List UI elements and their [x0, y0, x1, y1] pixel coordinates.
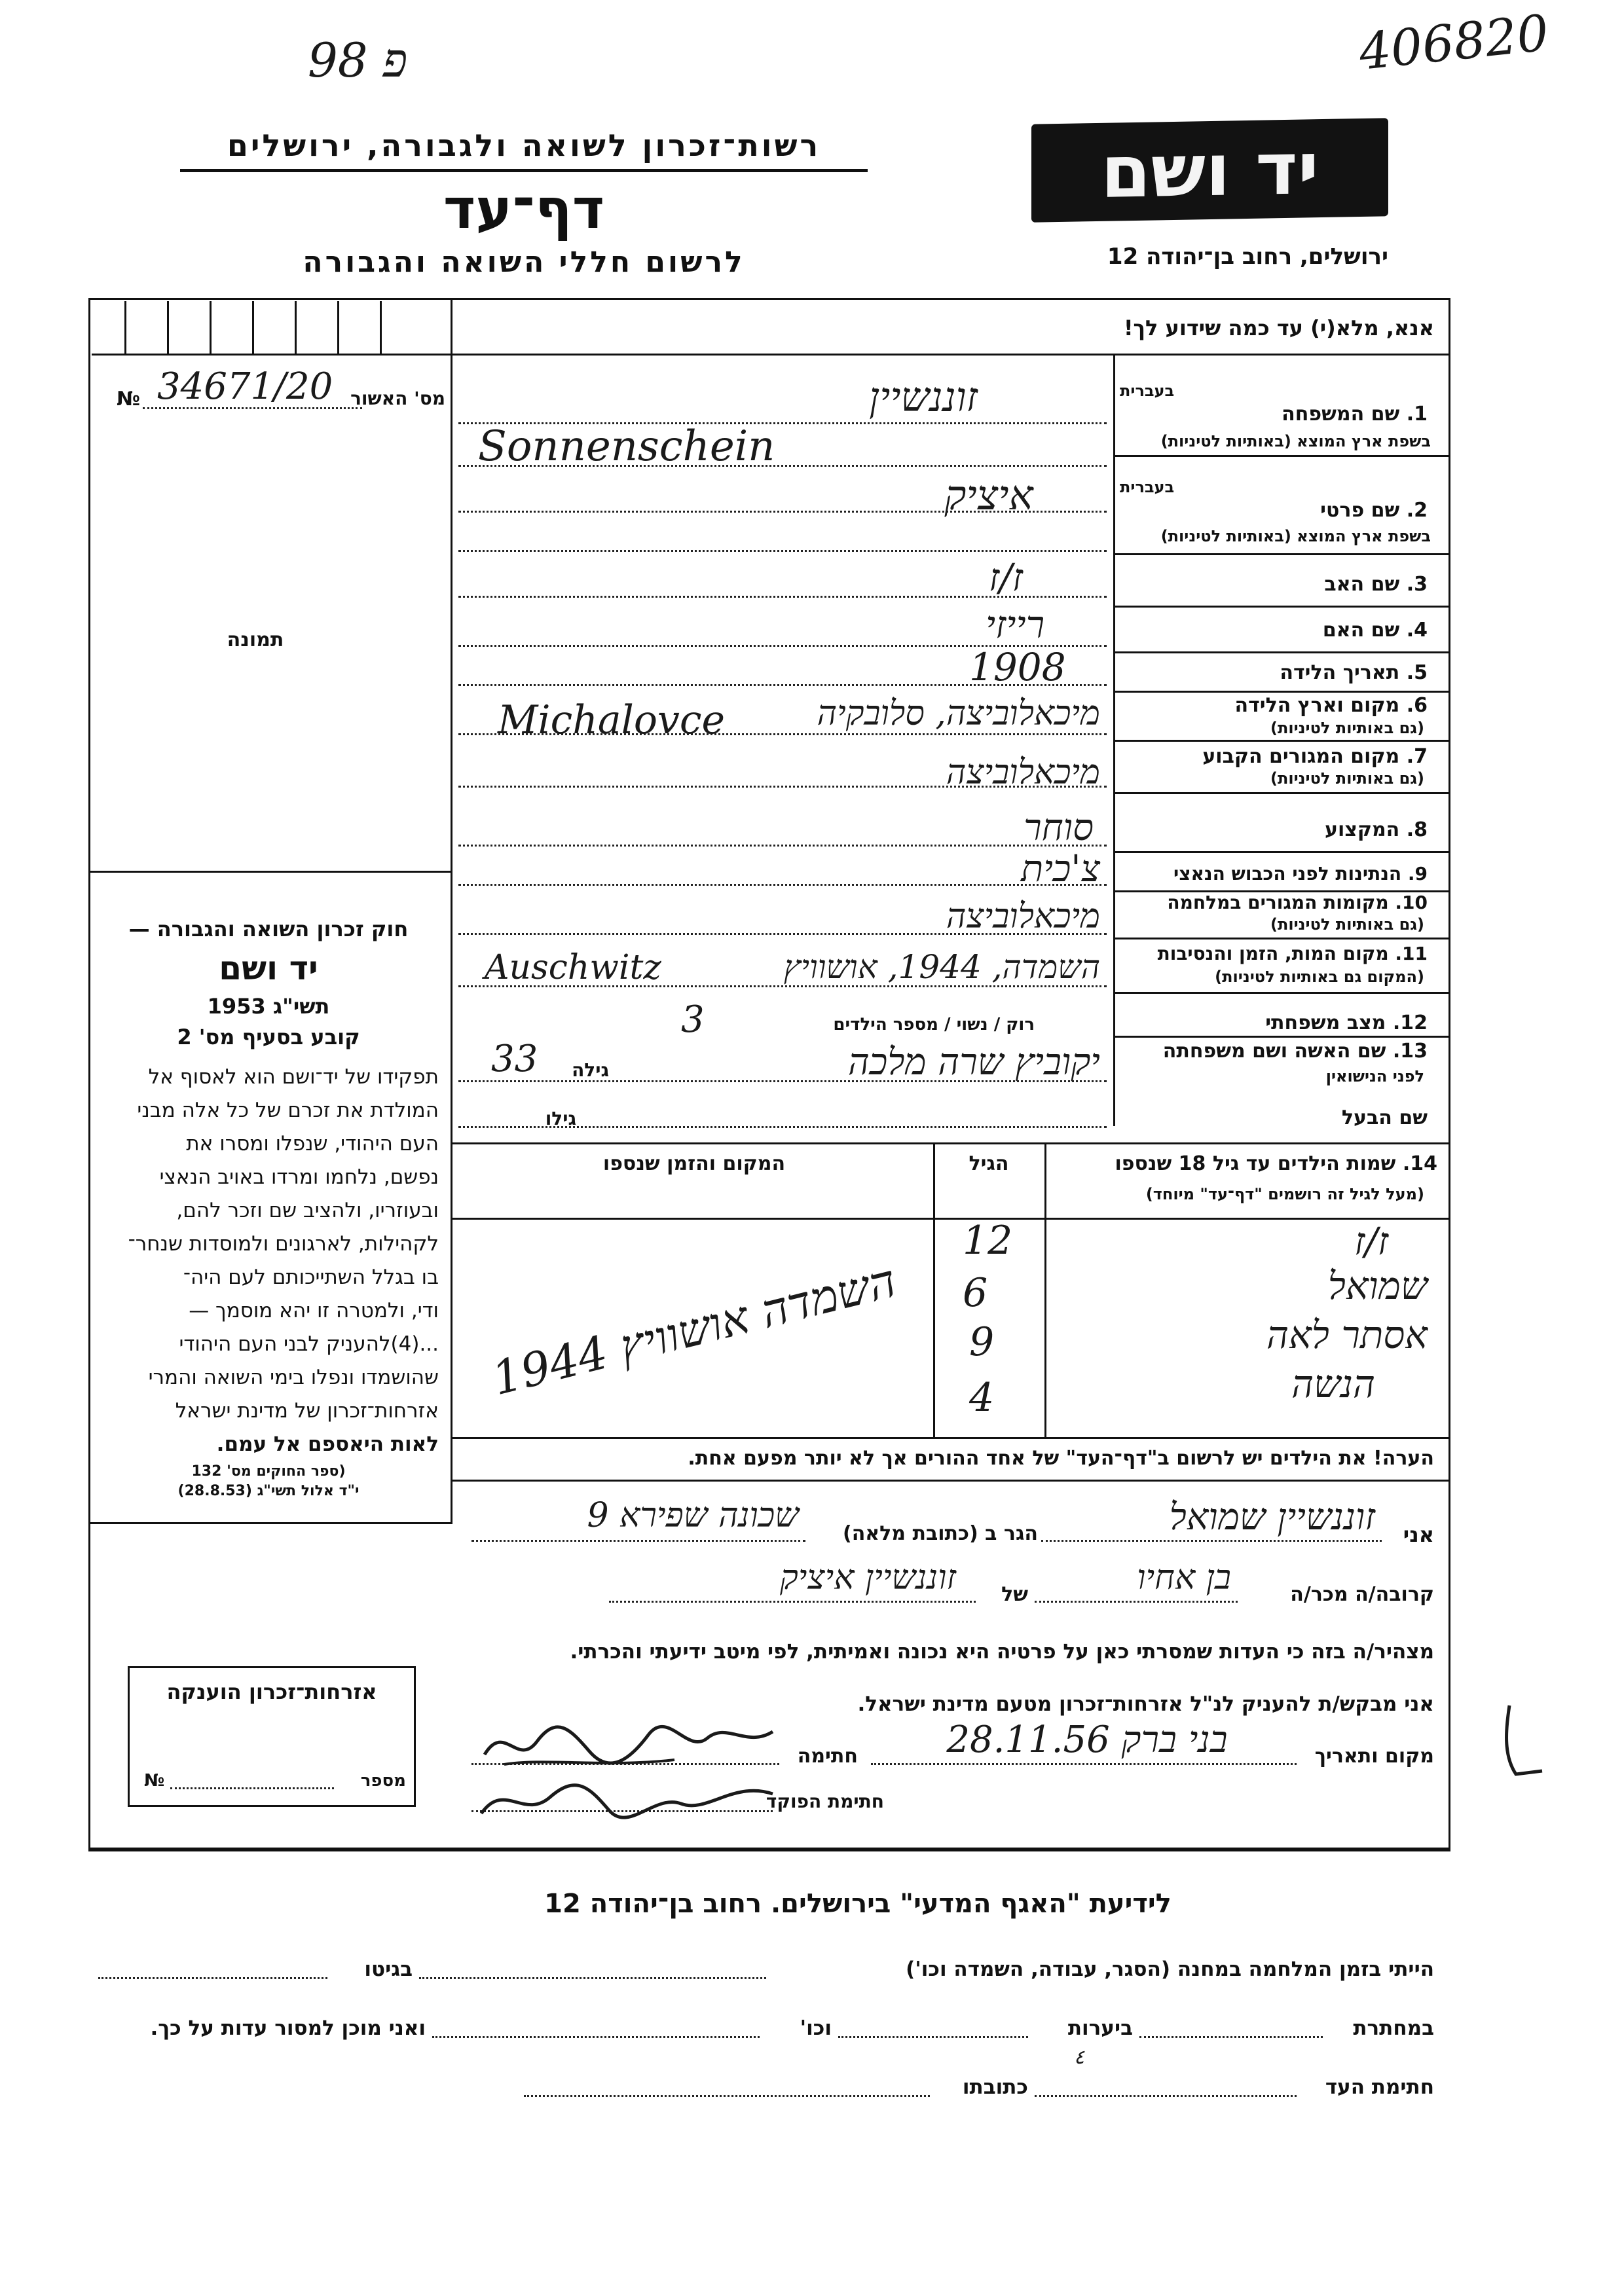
field-7-label: 7. מקום המגורים הקבוע [1202, 745, 1428, 768]
relation-label: קרובה/ה מכר/ה [1290, 1583, 1434, 1606]
field-13-age-label: גילה [572, 1059, 609, 1081]
approval-prefix: № [117, 388, 141, 410]
field-1-divider [1115, 455, 1450, 457]
field-12-options: רוק / נשוי / מספר הילדים [833, 1015, 1035, 1034]
field-11-label: 11. מקום המות, הזמן והנסיבות [1157, 943, 1428, 964]
husband-label: שם הבעל [1341, 1106, 1428, 1129]
request: אני מבקש/ת להעניק לנ"ל אזרחות־זכרון מטעם מדינת ישראל. [857, 1692, 1434, 1716]
relation-value: בן אחיו [1137, 1558, 1231, 1597]
footer-line2-c: וכו' [800, 2016, 832, 2040]
footer-line3-dots-b [524, 2095, 930, 2097]
field-6-label: 6. מקום וארץ הלידה [1234, 694, 1428, 717]
field-6-value: מיכאלוביצה, סלובקיה [817, 694, 1100, 733]
footer-line1-dots [419, 1977, 766, 1979]
field-1-hebrew-value: זוננשיין [869, 373, 978, 421]
child-row-0-name: ז/ז [1354, 1219, 1388, 1264]
citizenship-box-title: אזרחות־זכרון הוענקה [166, 1679, 377, 1704]
instruction-text: אנא, מלא(י) עד כמה שידוע לך! [1123, 316, 1434, 340]
witness-signature [478, 1715, 779, 1774]
children-place-value: השמדה אושוויץ 1944 [487, 1253, 902, 1406]
of-label: של [1001, 1583, 1028, 1606]
citizenship-number-prefix: № [144, 1771, 165, 1791]
children-title: 14. שמות הילדים עד גיל 18 שנספו [1115, 1152, 1437, 1175]
footer-line2-dots-b [838, 2036, 1028, 2038]
field-11-latin-value: Auschwitz [485, 948, 661, 987]
footer-notice: לידיעת "האגף המדעי" בירושלים. רחוב בן־יהודה 12 [544, 1889, 1172, 1919]
children-place-header: המקום והזמן שנספו [602, 1152, 786, 1175]
field-2-hebrew-value: איציק [944, 471, 1033, 519]
field-1-hebrew-tag: בעברית [1120, 382, 1175, 400]
place-date-line [871, 1763, 1297, 1765]
law-body: תפקידו של יד־ושם הוא לאסוף אל המולדת את זכרם של כל אלה מבני העם היהודי, שנפלו ומסרו את נפשם, נלחמו ומרדו באויב הנאצי ובעוזריו, ולהציב שם וזכר להם, לקהילות, לארגונים ולמוסדות שנחר־ בו בגלל השתייכותם לעם היה־ ודי, ולמטרה זו יהא מוסמך — ...(4)להעניק לבני העם היהודי שהושמדו ונפלו בימי השואה והמרי אזרחות־זכרון של מדינת ישראל לאות היאספם אל עמם. [128, 1065, 439, 1456]
citizenship-number-line [170, 1787, 334, 1789]
of-line [609, 1601, 976, 1603]
field-1-label: 1. שם המשפחה [1282, 403, 1428, 426]
law-citation-1: (ספר החוקים מס' 132 [191, 1463, 346, 1480]
witness-address-label: הגר ב (כתובת מלאה) [842, 1522, 1038, 1545]
form-title: דף־עד [443, 177, 605, 241]
approval-label: מס' האשור [350, 388, 445, 409]
declaration: מצהיר/ה בזה כי העדות שמסרתי כאן על פרטיה היא נכונה ואמיתית, לפי מיטב ידיעתי והכרתי. [570, 1640, 1434, 1664]
form-subtitle: לרשום חללי השואה והגבורה [303, 246, 745, 279]
margin-mark [1496, 1702, 1549, 1787]
yad-vashem-logo [1031, 118, 1388, 223]
child-row-1-age: 12 [963, 1218, 1013, 1264]
id-cells [92, 301, 451, 355]
official-signature-label: חתימת הפוקד [766, 1791, 884, 1812]
official-signature [471, 1768, 779, 1827]
child-row-1-name: שמואל [1327, 1264, 1428, 1308]
field-12-label: 12. מצב משפחתי [1265, 1011, 1428, 1034]
child-row-2-age: 6 [963, 1270, 988, 1316]
field-2-note: בשפת ארץ המוצא (באותיות לטיניות) [1160, 527, 1431, 545]
law-name: יד ושם [219, 949, 318, 987]
logo-address: ירושלים, רחוב בן־יהודה 12 [1107, 244, 1388, 270]
footer-line2-a: במחתרת [1353, 2016, 1434, 2040]
left-column-divider [451, 298, 452, 1522]
footer-line1-label: הייתי בזמן המלחמה במחנה (הסגר, עבודה, השמדה וכו') [906, 1958, 1434, 1981]
child-row-3-name: הנשה [1291, 1362, 1375, 1406]
field-2-hebrew-tag: בעברית [1120, 478, 1175, 496]
children-age-left [933, 1142, 935, 1437]
archive-annotation: פ 98 [308, 33, 408, 88]
of-value: זוננשיין איציק [779, 1558, 956, 1597]
witness-name-line [1041, 1540, 1382, 1542]
witness-address-value: שכונה שפירא 9 [587, 1496, 799, 1535]
law-citation-2: י"ד אלול תשי"ג (28.8.53) [177, 1483, 360, 1499]
field-8-divider [1115, 851, 1450, 853]
photo-area-divider [88, 871, 452, 873]
field-9-label: 9. הנתינות לפני הכבוש הנאצי [1173, 863, 1428, 884]
witness-name: זוננשיין שמואל [1169, 1496, 1375, 1539]
children-age-header: הגיל [969, 1152, 1009, 1175]
field-13-note: לפני הנישואין [1325, 1067, 1424, 1085]
citizenship-number-label: מספר [360, 1771, 406, 1791]
footer-tick: ٤ [1074, 2046, 1085, 2069]
field-3-value: ז/ז [989, 555, 1023, 600]
children-note: (מעל לגיל זה רושמים "דף־עד" מיוחד) [1145, 1185, 1424, 1203]
children-table-bottom [451, 1437, 1450, 1439]
field-8-label: 8. המקצוע [1324, 818, 1428, 841]
child-row-4-age: 4 [969, 1375, 995, 1421]
approval-line [143, 407, 362, 409]
footer-line3-dots-a [1035, 2095, 1297, 2097]
field-11-note: (המקום גם באותיות לטיניות) [1215, 968, 1424, 986]
approval-number: 34671/20 [157, 365, 333, 408]
field-2-label: 2. שם פרטי [1320, 499, 1428, 522]
field-2-divider [1115, 553, 1450, 555]
witness-i-label: אני [1403, 1522, 1434, 1547]
footer-line2-d: ואני מוכן למסור עדות על כך. [150, 2016, 426, 2040]
remark: הערה! את הילדים יש לרשום ב"דף־העד" של אחד ההורים אך לא יותר מפעם אחת. [688, 1447, 1434, 1470]
field-4-label: 4. שם האם [1322, 619, 1428, 642]
footer-line2-dots-a [1139, 2036, 1323, 2038]
children-age-right [1044, 1142, 1046, 1437]
place-date-value: בני ברק 28.11.56 [946, 1719, 1228, 1761]
field-8-value: סוחר [1024, 807, 1094, 849]
field-6-note: (גם באותיות לטיניות) [1270, 719, 1424, 737]
field-3-divider [1115, 606, 1450, 608]
field-4-divider [1115, 651, 1450, 653]
field-10-note: (גם באותיות לטיניות) [1270, 915, 1424, 934]
field-13-value: יקוביץ שרה מלכה [848, 1041, 1100, 1084]
footer-separator [88, 1850, 1450, 1851]
field-2-latin-line [458, 550, 1107, 552]
law-section: קובע בסעיף מס' 2 [177, 1025, 360, 1049]
field-6-latin-value: Michalovce [498, 697, 725, 743]
field-10-divider [1115, 938, 1450, 939]
husband-age-label: גילו [545, 1108, 576, 1129]
footer-line1-end: בגיטו [364, 1958, 413, 1981]
law-title: חוק זכרון השואה והגבורה — [128, 917, 409, 941]
field-5-divider [1115, 691, 1450, 693]
footer-line3-a: חתימת העד [1325, 2075, 1434, 2099]
field-5-label: 5. תאריך הלידה [1280, 661, 1428, 684]
footer-line2-b: ביערות [1067, 2016, 1133, 2040]
child-row-2-name: אסתר לאה [1266, 1313, 1428, 1357]
children-table-top [451, 1142, 1450, 1144]
witness-address-line [471, 1540, 805, 1542]
remark-bottom [451, 1480, 1450, 1482]
child-row-3-age: 9 [969, 1319, 995, 1365]
footer-line2-dots-c [432, 2036, 760, 2038]
place-date-label: מקום ותאריך [1314, 1745, 1434, 1768]
footer-line1-dots2 [98, 1977, 327, 1979]
field-11-value: השמדה, 1944, אושוויץ [783, 948, 1100, 986]
field-7-divider [1115, 792, 1450, 794]
instruction-row-divider [451, 354, 1450, 355]
logo-text: יד ושם [1100, 126, 1320, 214]
field-9-value: צ'כית [1021, 848, 1100, 890]
field-1-latin-value: Sonnenschein [478, 422, 775, 471]
relation-line [1035, 1601, 1238, 1603]
footer-line3-b: כתובתו [962, 2075, 1028, 2099]
title-underline [180, 169, 868, 172]
field-7-value: מיכאלוביצה [946, 753, 1100, 792]
field-10-label: 10. מקומות המגורים במלחמה [1167, 892, 1428, 913]
law-bottom [88, 1522, 452, 1524]
field-5-value: 1908 [969, 645, 1066, 689]
field-11-divider [1115, 992, 1450, 994]
field-12-divider [1115, 1036, 1450, 1038]
field-1-note: בשפת ארץ המוצא (באותיות לטיניות) [1160, 432, 1431, 450]
field-7-note: (גם באותיות לטיניות) [1270, 769, 1424, 788]
law-year: 1953 תשי"ג [207, 994, 330, 1019]
field-10-value: מיכאלוביצה [946, 897, 1100, 936]
field-4-value: רייזי [985, 602, 1045, 647]
field-3-label: 3. שם האב [1324, 573, 1428, 596]
field-13-age-value: 33 [491, 1038, 538, 1080]
field-6-divider [1115, 740, 1450, 742]
field-12-value: 3 [681, 998, 705, 1041]
archive-number: 406820 [1356, 3, 1551, 81]
photo-label: תמונה [227, 629, 284, 651]
authority-title: רשות־זכרון לשואה ולגבורה, ירושלים [227, 128, 821, 163]
signature-label: חתימה [797, 1745, 858, 1768]
field-13-label: 13. שם האשה ושם משפחתה [1162, 1040, 1428, 1063]
